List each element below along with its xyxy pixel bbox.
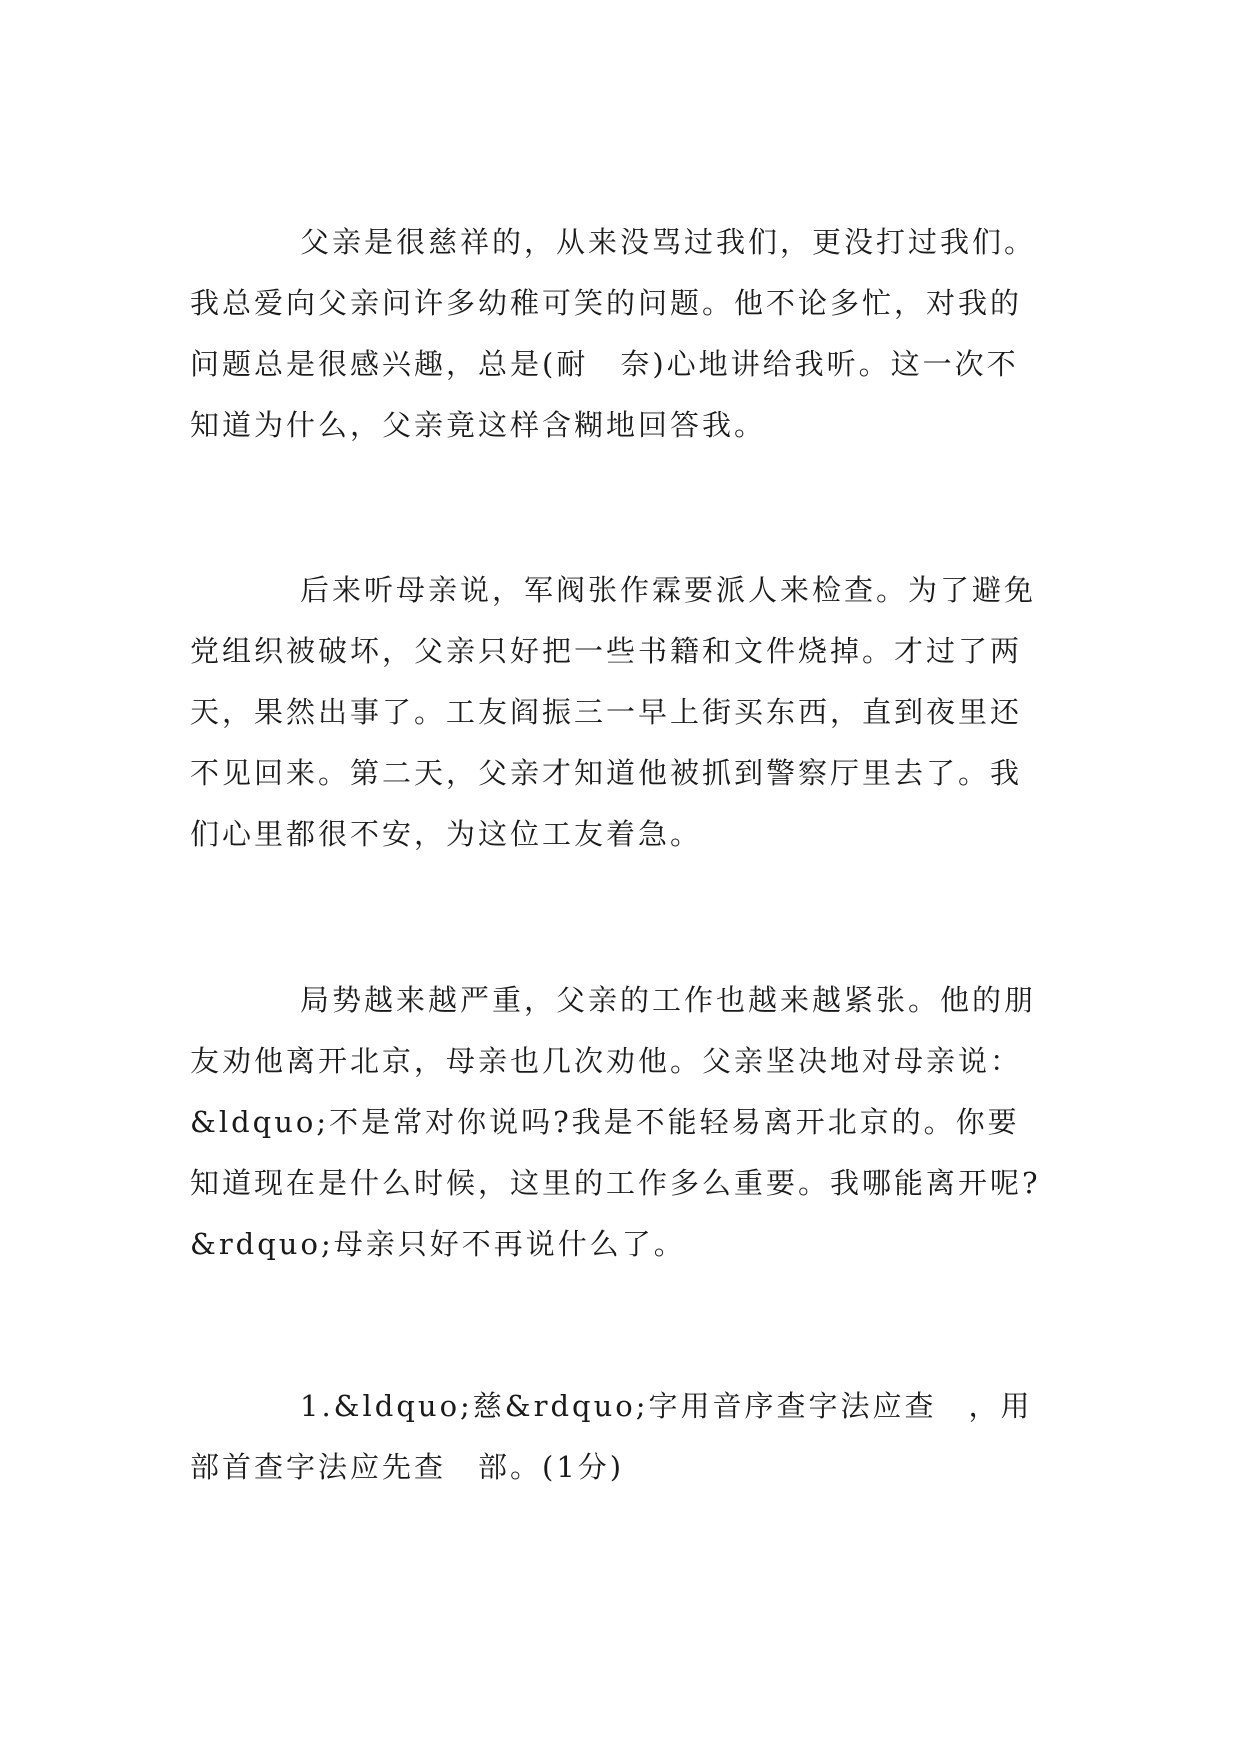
paragraph-father-kind: 父亲是很慈祥的，从来没骂过我们，更没打过我们。我总爱向父亲问许多幼稚可笑的问题。他不论多忙，对我的问题总是很感兴趣，总是(耐 奈)心地讲给我听。这一次不知道为什么，父亲竟这样含糊地回答我。 bbox=[190, 225, 1037, 442]
paragraph-inspection: 后来听母亲说，军阀张作霖要派人来检查。为了避免党组织被破坏，父亲只好把一些书籍和文件烧掉。才过了两天，果然出事了。工友阎振三一早上街买东西，直到夜里还不见回来。第二天，父亲才知道他被抓到警察厅里去了。我们心里都很不安，为这位工友着急。 bbox=[190, 573, 1037, 851]
question-1: 1.&ldquo;慈&rdquo;字用音序查字法应查 ，用部首查字法应先查 部。(1分) bbox=[190, 1389, 1033, 1484]
paragraph-situation: 局势越来越严重，父亲的工作也越来越紧张。他的朋友劝他离开北京，母亲也几次劝他。父亲坚决地对母亲说：&ldquo;不是常对你说吗?我是不能轻易离开北京的。你要知道现在是什么时候，这里的工作多么重要。我哪能离开呢?&rdquo;母亲只好不再说什么了。 bbox=[190, 983, 1041, 1261]
